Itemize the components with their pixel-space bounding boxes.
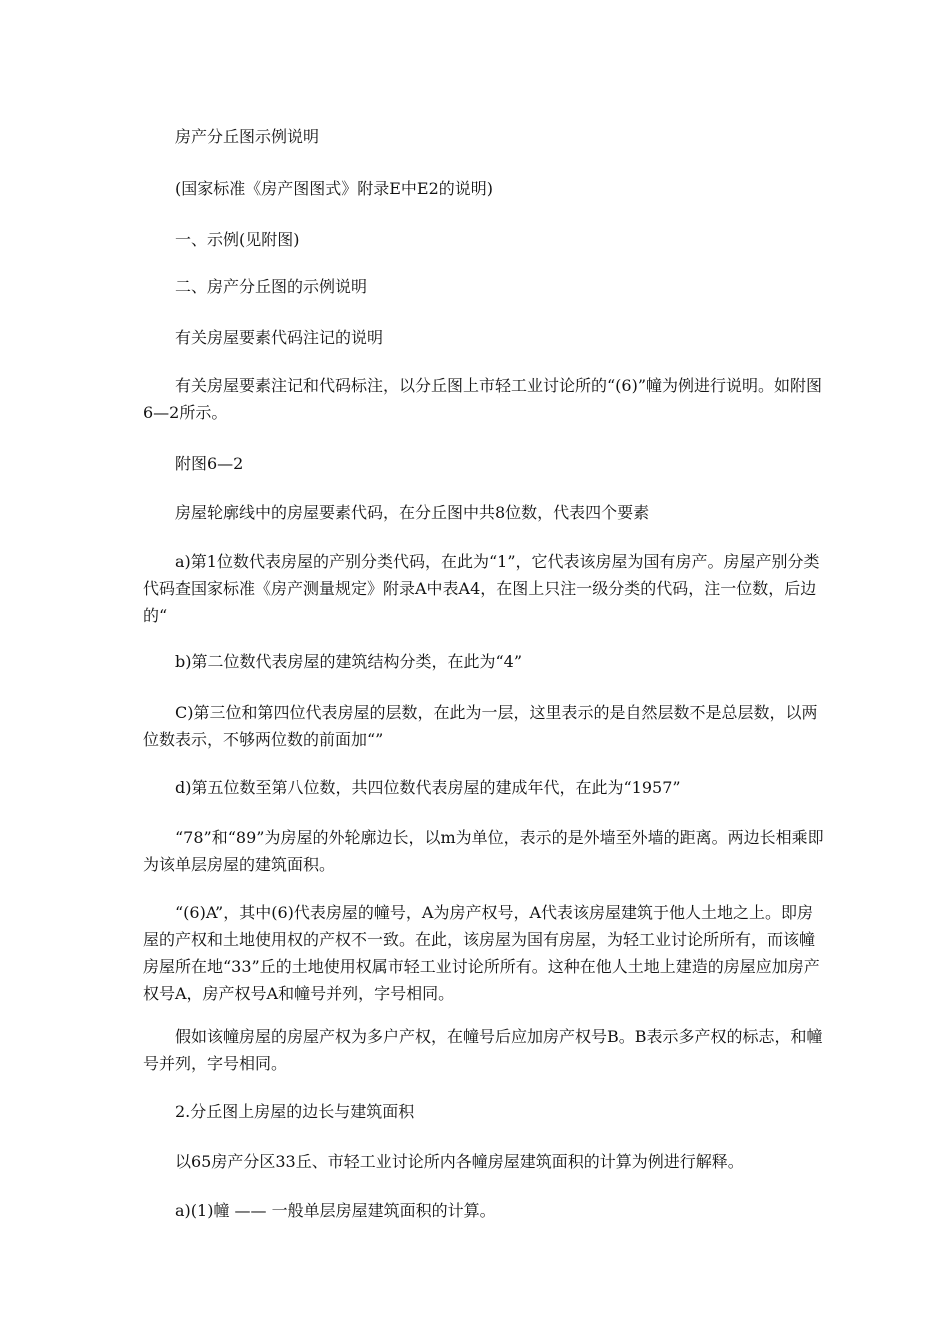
figure-label: 附图6—2 bbox=[175, 454, 244, 473]
paragraph-example: 以65房产分区33丘、市轻工业讨论所内各幢房屋建筑面积的计算为例进行解释。 bbox=[175, 1152, 744, 1171]
paragraph-intro: 有关房屋要素注记和代码标注，以分丘图上市轻工业讨论所的“(6)”幢为例进行说明。如附图6—2所示。 bbox=[143, 376, 823, 422]
list-item-a1: a)(1)幢 —— 一般单层房屋建筑面积的计算。 bbox=[175, 1201, 496, 1220]
paragraph-code-description: 房屋轮廓线中的房屋要素代码，在分丘图中共8位数，代表四个要素 bbox=[175, 503, 650, 522]
paragraph-multi-ownership: 假如该幢房屋的房屋产权为多户产权，在幢号后应加房产权号B。B表示多产权的标志，和幢号并列，字号相同。 bbox=[143, 1027, 823, 1073]
section-heading-one: 一、示例(见附图) bbox=[175, 230, 300, 249]
section-heading-two: 二、房产分丘图的示例说明 bbox=[175, 277, 368, 296]
list-item-b: b)第二位数代表房屋的建筑结构分类，在此为“4” bbox=[175, 652, 523, 671]
list-item-a: a)第1位数代表房屋的产别分类代码，在此为“1”，它代表该房屋为国有房产。房屋产别分类代码查国家标准《房产测量规定》附录A中表A4，在图上只注一级分类的代码，注一位数，后边的“ bbox=[143, 552, 820, 625]
document-title: 房产分丘图示例说明 bbox=[175, 127, 320, 146]
list-item-c: C)第三位和第四位代表房屋的层数，在此为一层，这里表示的是自然层数不是总层数，以两位数表示，不够两位数的前面加“” bbox=[143, 703, 818, 749]
sub-heading: 有关房屋要素代码注记的说明 bbox=[175, 328, 384, 347]
list-item-d: d)第五位数至第八位数，共四位数代表房屋的建成年代，在此为“1957” bbox=[175, 778, 681, 797]
document-subtitle: (国家标准《房产图图式》附录E中E2的说明) bbox=[175, 179, 494, 198]
section-heading-2: 2.分丘图上房屋的边长与建筑面积 bbox=[175, 1102, 415, 1121]
paragraph-building-number: “(6)A”，其中(6)代表房屋的幢号，A为房产权号，A代表该房屋建筑于他人土地之上。即房屋的产权和土地使用权的产权不一致。在此，该房屋为国有房屋，为轻工业讨论所所有，而该幢房屋所在地“33”丘的土地使用权属市轻工业讨论所所有。这种在他人土地上建造的房屋应加房产权号A，房产权号A和幢号并列，字号相同。 bbox=[143, 903, 820, 1003]
paragraph-edges: “78”和“89”为房屋的外轮廓边长，以m为单位，表示的是外墙至外墙的距离。两边长相乘即为该单层房屋的建筑面积。 bbox=[143, 828, 824, 874]
